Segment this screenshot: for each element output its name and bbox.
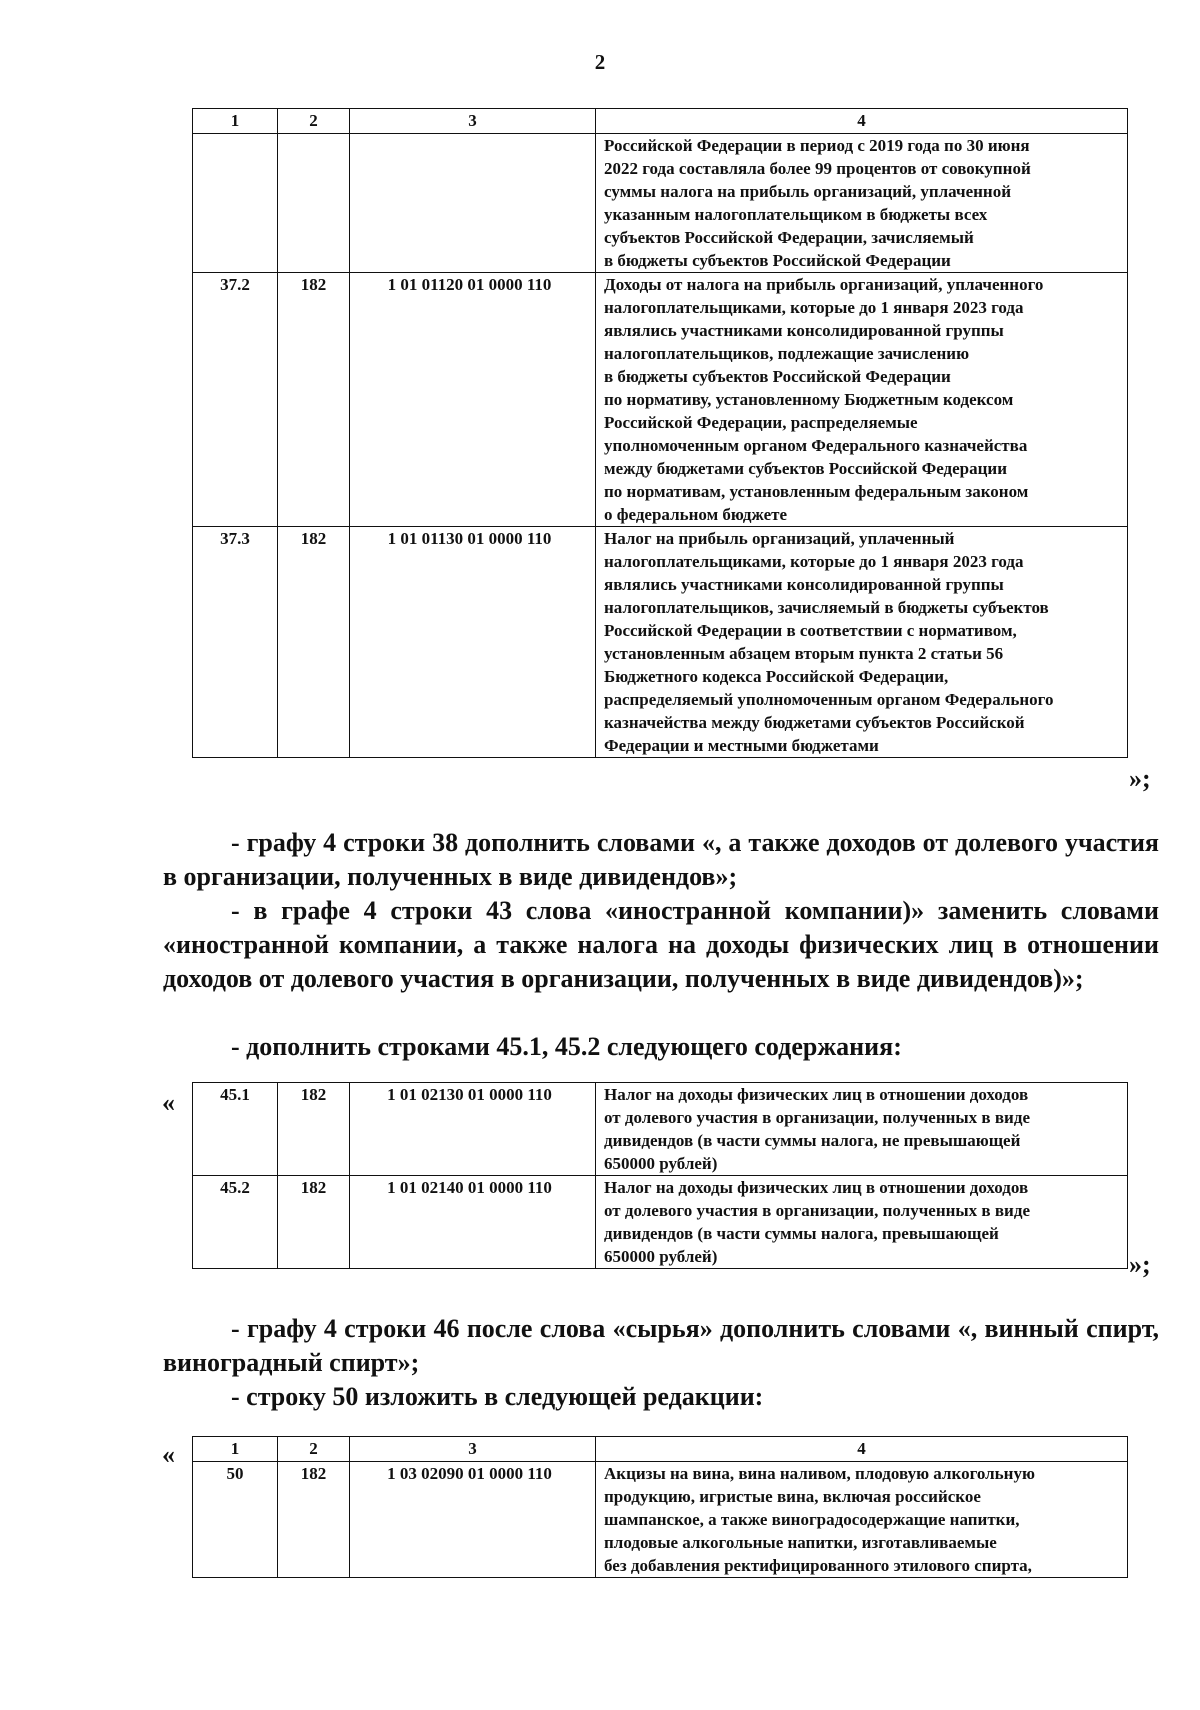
description-line: без добавления ректифицированного этилового спирта,: [604, 1556, 1032, 1575]
budget-classification-code: [350, 134, 596, 273]
row-number: 45.2: [193, 1176, 278, 1269]
row-number: [193, 134, 278, 273]
col-header-1: 1: [193, 109, 278, 134]
new-rows-table: [192, 1082, 1128, 1269]
row-number: 45.1: [193, 1083, 278, 1176]
description-line: являлись участниками консолидированной группы: [604, 575, 1004, 594]
amendment-text-line1: - графу 4 строки 46 после слова «сырья» дополнить словами «, винный: [231, 1314, 1079, 1343]
amendment-text: - строку 50 изложить в следующей редакции:: [231, 1382, 764, 1411]
budget-classification-code: 1 03 02090 01 0000 110: [350, 1462, 596, 1578]
table-row: [193, 1176, 1128, 1269]
description-line: Российской Федерации, распределяемые: [604, 413, 918, 432]
description-line: шампанское, а также виноградосодержащие напитки,: [604, 1510, 1020, 1529]
description-line: от долевого участия в организации, полученных в виде: [604, 1108, 1030, 1127]
row-50-table: [192, 1436, 1128, 1578]
amendment-row-50: [163, 1380, 1159, 1414]
description-line: дивидендов (в части суммы налога, превышающей: [604, 1224, 999, 1243]
description-line: продукцию, игристые вина, включая российское: [604, 1487, 981, 1506]
admin-code: 182: [278, 273, 350, 527]
description-line: в бюджеты субъектов Российской Федерации: [604, 367, 951, 386]
description-line: Налог на доходы физических лиц в отношении доходов: [604, 1085, 1029, 1104]
col-header-3: 3: [350, 109, 596, 134]
admin-code: 182: [278, 527, 350, 758]
page-number: 2: [594, 50, 606, 74]
col-header-1: 1: [193, 1437, 278, 1462]
col-header-4: 4: [596, 1437, 1128, 1462]
budget-classification-code: 1 01 02130 01 0000 110: [350, 1083, 596, 1176]
description-line: Федерации и местными бюджетами: [604, 736, 879, 755]
description-line: дивидендов (в части суммы налога, не превышающей: [604, 1131, 1021, 1150]
revenue-description: [596, 273, 1128, 527]
opening-quote: «: [162, 1440, 175, 1469]
col-header-4: 4: [596, 109, 1128, 134]
revenue-description: [596, 527, 1128, 758]
description-line: Доходы от налога на прибыль организаций, уплаченного: [604, 275, 1044, 294]
description-line: 650000 рублей): [604, 1247, 718, 1266]
amendment-add-rows: [163, 1030, 1159, 1064]
admin-code: [278, 134, 350, 273]
description-line: Налог на прибыль организаций, уплаченный: [604, 529, 955, 548]
budget-classification-code: 1 01 02140 01 0000 110: [350, 1176, 596, 1269]
table-header-row: [193, 1437, 1128, 1462]
description-line: налогоплательщиков, зачисляемый в бюджеты субъектов: [604, 598, 1049, 617]
table-row: [193, 1083, 1128, 1176]
revenue-description: [596, 1462, 1128, 1578]
closing-quote: »;: [1129, 764, 1151, 793]
description-line: от долевого участия в организации, полученных в виде: [604, 1201, 1030, 1220]
amendment-text-line1: - в графе 4 строки 43 слова «иностранной компании)» заменить словами: [231, 896, 1159, 925]
amendment-text-rest: «иностранной компании, а также налога на доходы физических лиц в отношении доходов от долевого участия в организации, полученных в виде дивидендов)»;: [163, 930, 1159, 993]
amendment-row-46: [163, 1312, 1159, 1380]
revenue-description: [596, 1083, 1128, 1176]
description-line: Акцизы на вина, вина наливом, плодовую алкогольную: [604, 1464, 1035, 1483]
budget-classification-code: 1 01 01130 01 0000 110: [350, 527, 596, 758]
description-line: установленным абзацем вторым пункта 2 статьи 56: [604, 644, 1004, 663]
description-line: плодовые алкогольные напитки, изготавливаемые: [604, 1533, 997, 1552]
row-number: 37.3: [193, 527, 278, 758]
table-row: [193, 1462, 1128, 1578]
description-line: между бюджетами субъектов Российской Федерации: [604, 459, 1008, 478]
description-line: в бюджеты субъектов Российской Федерации: [604, 251, 951, 270]
revenue-description: [596, 1176, 1128, 1269]
description-line: являлись участниками консолидированной группы: [604, 321, 1004, 340]
revenue-description: [596, 134, 1128, 273]
closing-quote: »;: [1129, 1250, 1151, 1279]
amendment-text-rest: спирт, виноградный спирт»;: [163, 1314, 1160, 1377]
row-number: 37.2: [193, 273, 278, 527]
admin-code: 182: [278, 1176, 350, 1269]
description-line: о федеральном бюджете: [604, 505, 788, 524]
col-header-3: 3: [350, 1437, 596, 1462]
description-line: 2022 года составляла более 99 процентов от совокупной: [604, 159, 1031, 178]
description-line: Российской Федерации в соответствии с нормативом,: [604, 621, 1017, 640]
opening-quote: «: [162, 1088, 175, 1117]
description-line: налогоплательщиков, подлежащие зачислению: [604, 344, 970, 363]
table-row: [193, 527, 1128, 758]
amendment-text: - дополнить строками 45.1, 45.2 следующего содержания:: [231, 1032, 902, 1061]
description-line: 650000 рублей): [604, 1154, 718, 1173]
description-line: казначейства между бюджетами субъектов Российской: [604, 713, 1025, 732]
amendment-row-43: [163, 894, 1159, 996]
description-line: Российской Федерации в период с 2019 года по 30 июня: [604, 136, 1030, 155]
admin-code: 182: [278, 1083, 350, 1176]
description-line: по нормативу, установленному Бюджетным кодексом: [604, 390, 1014, 409]
col-header-2: 2: [278, 1437, 350, 1462]
description-line: налогоплательщиками, которые до 1 января 2023 года: [604, 298, 1024, 317]
amendment-text-line1: - графу 4 строки 38 дополнить словами «, а также доходов от долевого: [231, 828, 1059, 857]
description-line: субъектов Российской Федерации, зачисляемый: [604, 228, 974, 247]
description-line: Налог на доходы физических лиц в отношении доходов: [604, 1178, 1029, 1197]
description-line: суммы налога на прибыль организаций, уплаченной: [604, 182, 1012, 201]
description-line: распределяемый уполномоченным органом Федерального: [604, 690, 1054, 709]
col-header-2: 2: [278, 109, 350, 134]
table-header-row: [193, 109, 1128, 134]
amendment-row-38: [163, 826, 1159, 894]
revenue-table-continued: [192, 108, 1128, 758]
table-row: [193, 273, 1128, 527]
admin-code: 182: [278, 1462, 350, 1578]
table-row: [193, 134, 1128, 273]
budget-classification-code: 1 01 01120 01 0000 110: [350, 273, 596, 527]
description-line: указанным налогоплательщиком в бюджеты всех: [604, 205, 988, 224]
description-line: по нормативам, установленным федеральным законом: [604, 482, 1029, 501]
description-line: уполномоченным органом Федерального казначейства: [604, 436, 1028, 455]
description-line: налогоплательщиками, которые до 1 января 2023 года: [604, 552, 1024, 571]
amendment-text-rest: участия в организации, полученных в виде дивидендов»;: [163, 828, 1159, 891]
description-line: Бюджетного кодекса Российской Федерации,: [604, 667, 949, 686]
row-number: 50: [193, 1462, 278, 1578]
